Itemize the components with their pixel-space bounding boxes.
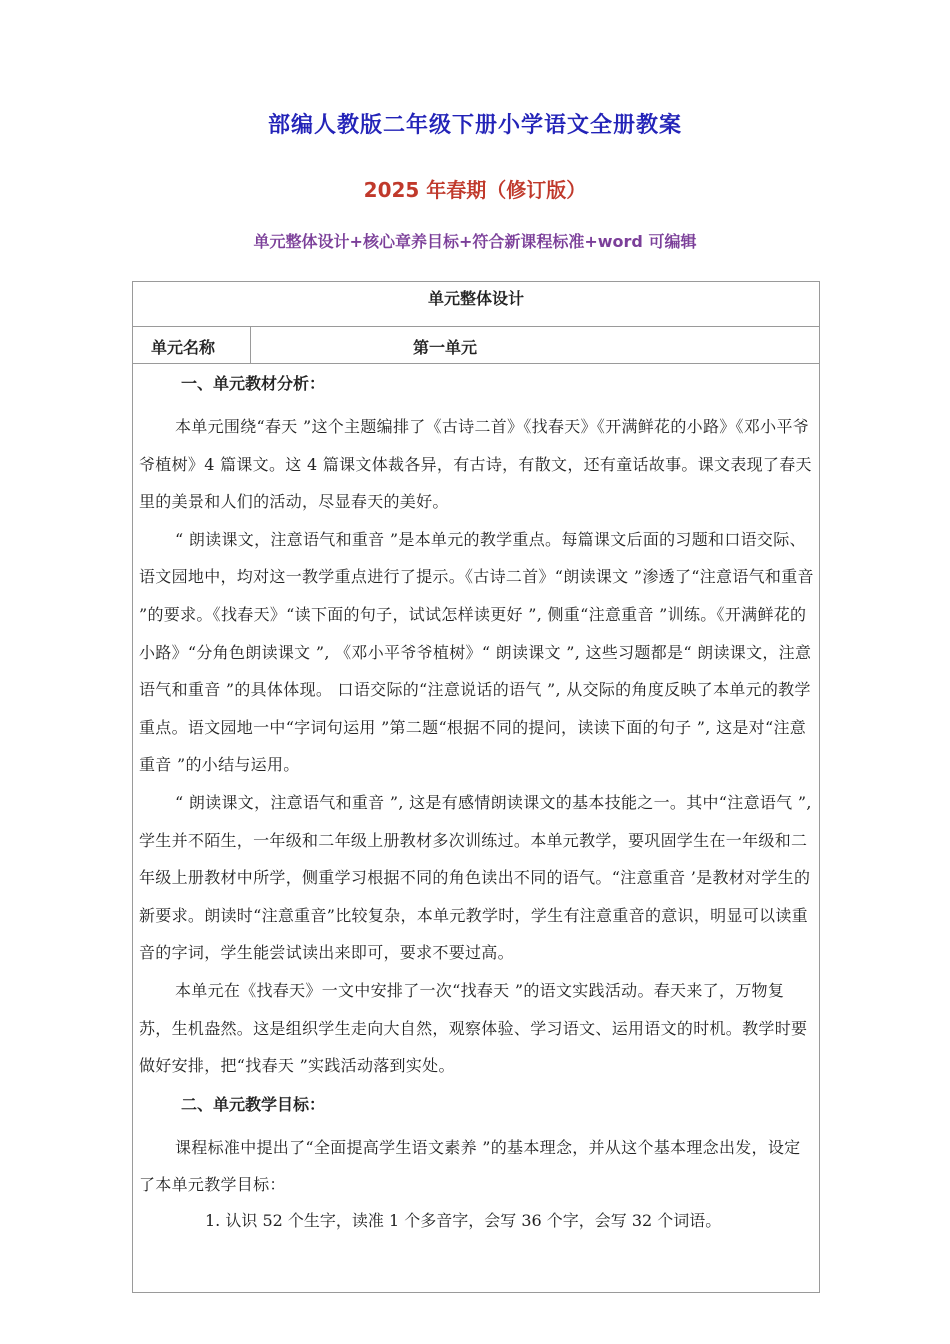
analysis-paragraph: “ 朗读课文，注意语气和重音 ”是本单元的教学重点。每篇课文后面的习题和口语交际、语文园地中，均对这一教学重点进行了提示。《古诗二首》“朗读课文 ”渗透了“注意语气和重音 ”的要求。《找春天》“读下面的句子，试试怎样读更好 ”, 侧重“注意重音 ”训练。《开满鲜花的小路》“分角色朗读课文 ”, 《邓小平爷爷植树》“ 朗读课文 ”, 这些习题都是“ 朗读课文，注意语气和重音 ”的具体体现。 口语交际的“注意说话的语气 ”, 从交际的角度反映了本单元的教学重点。语文园地一中“字词句运用 ”第二题“根据不同的提问，读读下面的句子 ”, 这是对“注意重音 ”的小结与运用。 <box>139 529 814 775</box>
unit-name-row <box>133 327 819 364</box>
document-tagline: 单元整体设计+核心章养目标+符合新课程标准+word 可编辑 <box>253 232 697 251</box>
analysis-paragraph: 本单元围绕“春天 ”这个主题编排了《古诗二首》《找春天》《开满鲜花的小路》《邓小平爷爷植树》4 篇课文。这 4 篇课文体裁各异，有古诗，有散文，还有童话故事。课文表现了春天里的美景和人们的活动，尽显春天的美好。 <box>139 417 812 512</box>
analysis-paragraph: “ 朗读课文，注意语气和重音 ”, 这是有感情朗读课文的基本技能之一。其中“注意语气 ”, 学生并不陌生，一年级和二年级上册教材多次训练过。本单元教学，要巩固学生在一年级和二年级上册教材中所学，侧重学习根据不同的角色读出不同的语气。“注意重音 ’是教材对学生的新要求。朗读时“注意重音”比较复杂，本单元教学时，学生有注意重音的意识，明显可以读重音的字词，学生能尝试读出来即可，要求不要过高。 <box>139 792 812 963</box>
analysis-paragraph: 本单元在《找春天》一文中安排了一次“找春天 ”的语文实践活动。春天来了，万物复苏，生机盎然。这是组织学生走向大自然，观察体验、学习语文、运用语文的时机。教学时要做好安排，把“找春天 ”实践活动落到实处。 <box>139 980 808 1076</box>
unit-name-label: 单元名称 <box>133 327 251 363</box>
section-heading-analysis: 一、单元教材分析： <box>181 374 326 393</box>
section-heading-goals: 二、单元教学目标： <box>181 1094 326 1114</box>
table-content <box>133 370 819 1238</box>
goal-item: 1. 认识 52 个生字，读准 1 个多音字，会写 36 个字，会写 32 个词语。 <box>205 1210 722 1230</box>
document-title: 部编人教版二年级下册小学语文全册教案 <box>267 113 682 138</box>
document-subtitle: 2025 年春期（修订版） <box>363 178 587 202</box>
table-heading: 单元整体设计 <box>133 282 819 327</box>
goals-paragraph: 课程标准中提出了“全面提高学生语文素养 ”的基本理念，并从这个基本理念出发，设定了本单元教学目标： <box>139 1137 801 1195</box>
unit-name-value: 第一单元 <box>413 338 478 357</box>
unit-design-table <box>132 281 820 1293</box>
